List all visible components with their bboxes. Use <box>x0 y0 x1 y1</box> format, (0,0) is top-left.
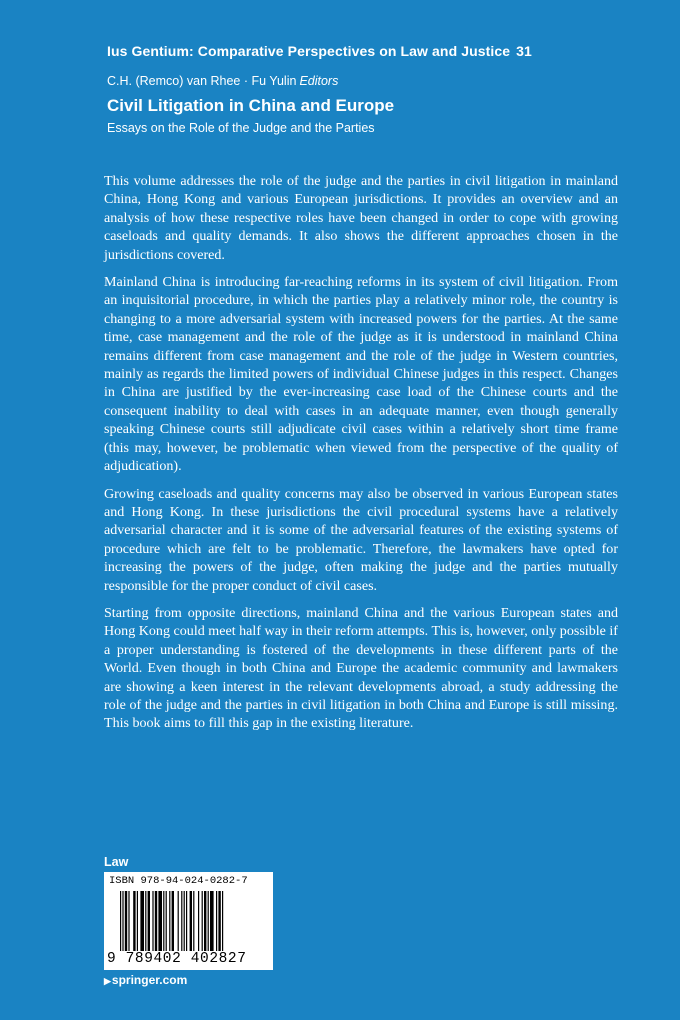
blurb-paragraph: Growing caseloads and quality concerns may also be observed in various European states and Hong Kong. In these jurisdictions the civil procedural systems have a relatively adversarial character and it is some of the adversarial features of the existing systems of procedure which are felt to be problematic. Therefore, the lawmakers have opted for increasing the powers of the judge, often making the judge and the parties mutually responsible for the proper conduct of civil cases. <box>104 485 618 594</box>
publisher-site: springer.com <box>111 973 188 987</box>
barcode-bar <box>184 891 185 953</box>
publisher-link[interactable] <box>104 973 187 987</box>
series-number: 31 <box>516 43 532 59</box>
book-editors <box>107 74 338 88</box>
barcode-bar <box>166 891 167 953</box>
series-title <box>107 43 532 59</box>
editors-names: C.H. (Remco) van Rhee · Fu Yulin <box>107 74 297 88</box>
barcode-bar <box>218 891 220 953</box>
barcode-bar <box>148 891 150 953</box>
barcode-bar <box>122 891 123 953</box>
barcode-bar <box>181 891 182 953</box>
blurb-text <box>104 172 618 742</box>
barcode-bar <box>128 891 129 953</box>
barcode-bar <box>163 891 164 953</box>
isbn-label: ISBN 978-94-024-0282-7 <box>109 875 248 887</box>
arrow-right-icon: ▶ <box>104 976 111 986</box>
barcode-bar <box>120 891 121 953</box>
barcode-bar <box>133 891 135 953</box>
barcode-bar <box>158 891 162 953</box>
barcode-bar <box>137 891 138 953</box>
barcode-bar <box>140 891 144 953</box>
barcode-bar <box>202 891 203 953</box>
blurb-paragraph: Mainland China is introducing far-reaching reforms in its system of civil litigation. From an inquisitorial procedure, in which the parties play a relatively minor role, the country is changing to a more adversarial system with increased powers for the parties. At the same time, case management and the role of the judge as it is understood in mainland China remains different from case management and the role of the judge in Western countries, mainly as regards the limited powers of individual Chinese judges in this respect. Changes in China are justified by the ever-increasing case load of the Chinese courts and the consequent inability to deal with cases in an adequate manner, even though generally speaking Chinese courts still adjudicate civil cases within a relatively short time frame (this may, however, be problematic when viewed from the perspective of the quality of adjudication). <box>104 274 618 475</box>
barcode-bar <box>198 891 199 953</box>
isbn-barcode <box>104 872 273 970</box>
barcode-bar <box>208 891 209 953</box>
barcode-bar <box>155 891 157 953</box>
barcode-bar <box>145 891 146 953</box>
barcode-bars <box>120 891 268 953</box>
series-name: Ius Gentium: Comparative Perspectives on Law and Justice <box>107 43 511 59</box>
barcode-bar <box>125 891 127 953</box>
barcode-bar <box>169 891 170 953</box>
subject-category: Law <box>104 855 129 869</box>
editors-role: Editors <box>299 74 339 88</box>
barcode-bar <box>210 891 214 953</box>
blurb-paragraph: Starting from opposite directions, mainland China and the various European states and Hong Kong could meet half way in their reform attempts. This is, however, only possible if a proper understanding is fostered of the developments in these different parts of the World. Even though in both China and Europe the academic community and lawmakers are showing a keen interest in the relevant developments abroad, a study addressing the role of the judge and the parties in civil litigation in both China and Europe is still missing. This book aims to fill this gap in the existing literature. <box>104 604 618 732</box>
book-subtitle: Essays on the Role of the Judge and the Parties <box>107 121 375 135</box>
barcode-bar <box>172 891 174 953</box>
barcode-bar <box>216 891 217 953</box>
barcode-bar <box>193 891 194 953</box>
book-title: Civil Litigation in China and Europe <box>107 96 395 115</box>
barcode-bar <box>152 891 153 953</box>
barcode-bar <box>222 891 223 953</box>
barcode-bar <box>178 891 179 953</box>
barcode-bar <box>186 891 187 953</box>
barcode-bar <box>204 891 206 953</box>
barcode-bar <box>190 891 192 953</box>
barcode-digits: 9 789402 402827 <box>107 951 247 967</box>
blurb-paragraph: This volume addresses the role of the judge and the parties in civil litigation in mainland China, Hong Kong and various European jurisdictions. It provides an overview and an analysis of how these respective roles have been changed in order to cope with growing caseloads and quality demands. It also shows the different approaches chosen in the jurisdictions covered. <box>104 173 618 263</box>
